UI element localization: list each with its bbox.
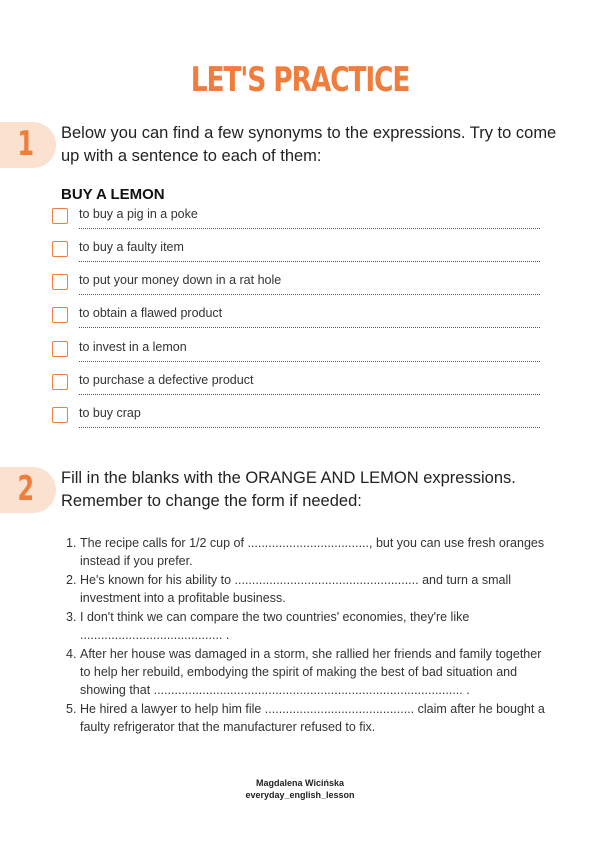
sentence-text: After her house was damaged in a storm, she rallied her friends and family together to help her rebuild, embodying the spirit of making the best of bad situation and showing that ......................................................................................... .: [80, 647, 542, 697]
checkbox[interactable]: [52, 307, 68, 323]
item-number: 3.: [66, 610, 77, 624]
sentence-text: I don't think we can compare the two countries' economies, they're like ......................................... .: [80, 610, 470, 642]
footer: [0, 777, 600, 801]
section-2-number-tab: [0, 467, 56, 513]
item-number: 2.: [66, 573, 77, 587]
section-1-instruction: Below you can find a few synonyms to the expressions. Try to come up with a sentence to each of them:: [61, 124, 557, 165]
author-name: Magdalena Wicińska: [256, 778, 344, 788]
synonym-item: [52, 207, 540, 240]
section-1-heading: BUY A LEMON: [61, 186, 165, 203]
section-2-number: 2: [17, 469, 35, 509]
item-number: 1.: [66, 536, 77, 550]
synonym-item: [52, 340, 540, 373]
item-number: 4.: [66, 647, 77, 661]
synonym-label: to invest in a lemon: [79, 340, 187, 354]
section-2-instruction: Fill in the blanks with the ORANGE AND LEMON expressions. Remember to change the form if needed:: [61, 469, 516, 510]
list-item: [66, 534, 546, 570]
page-title: LET'S PRACTICE: [190, 60, 410, 100]
fill-in-list: [66, 534, 546, 737]
answer-line[interactable]: [79, 228, 540, 229]
checkbox[interactable]: [52, 241, 68, 257]
synonym-item: [52, 373, 540, 406]
list-item: [66, 645, 546, 699]
list-item: [66, 700, 546, 736]
item-number: 5.: [66, 702, 77, 716]
synonym-item: [52, 406, 540, 439]
list-item: [66, 571, 546, 607]
synonym-item: [52, 273, 540, 306]
synonym-label: to put your money down in a rat hole: [79, 273, 282, 287]
sentence-text: He hired a lawyer to help him file ........................................... claim after he bought a faulty refrigerator that the manufacturer refused to fix.: [80, 702, 545, 734]
sentence-text: The recipe calls for 1/2 cup of ..................................., but you can use fresh oranges instead if you prefer.: [80, 536, 545, 568]
sentence-text: He's known for his ability to ..................................................... and turn a small investment into a profitable business.: [80, 573, 512, 605]
section-1-number-tab: [0, 122, 56, 168]
answer-line[interactable]: [79, 261, 540, 262]
synonym-item: [52, 306, 540, 339]
checkbox[interactable]: [52, 208, 68, 224]
synonym-label: to obtain a flawed product: [79, 306, 223, 320]
answer-line[interactable]: [79, 427, 540, 428]
synonym-label: to buy a pig in a poke: [79, 207, 198, 221]
synonym-label: to buy crap: [79, 406, 141, 420]
answer-line[interactable]: [79, 327, 540, 328]
synonym-item: [52, 240, 540, 273]
synonym-label: to purchase a defective product: [79, 373, 254, 387]
author-handle: everyday_english_lesson: [245, 790, 355, 800]
checkbox[interactable]: [52, 374, 68, 390]
section-1-number: 1: [17, 124, 35, 164]
synonym-label: to buy a faulty item: [79, 240, 184, 254]
checkbox[interactable]: [52, 341, 68, 357]
answer-line[interactable]: [79, 361, 540, 362]
list-item: [66, 608, 546, 644]
answer-line[interactable]: [79, 294, 540, 295]
answer-line[interactable]: [79, 394, 540, 395]
checkbox[interactable]: [52, 407, 68, 423]
checkbox[interactable]: [52, 274, 68, 290]
